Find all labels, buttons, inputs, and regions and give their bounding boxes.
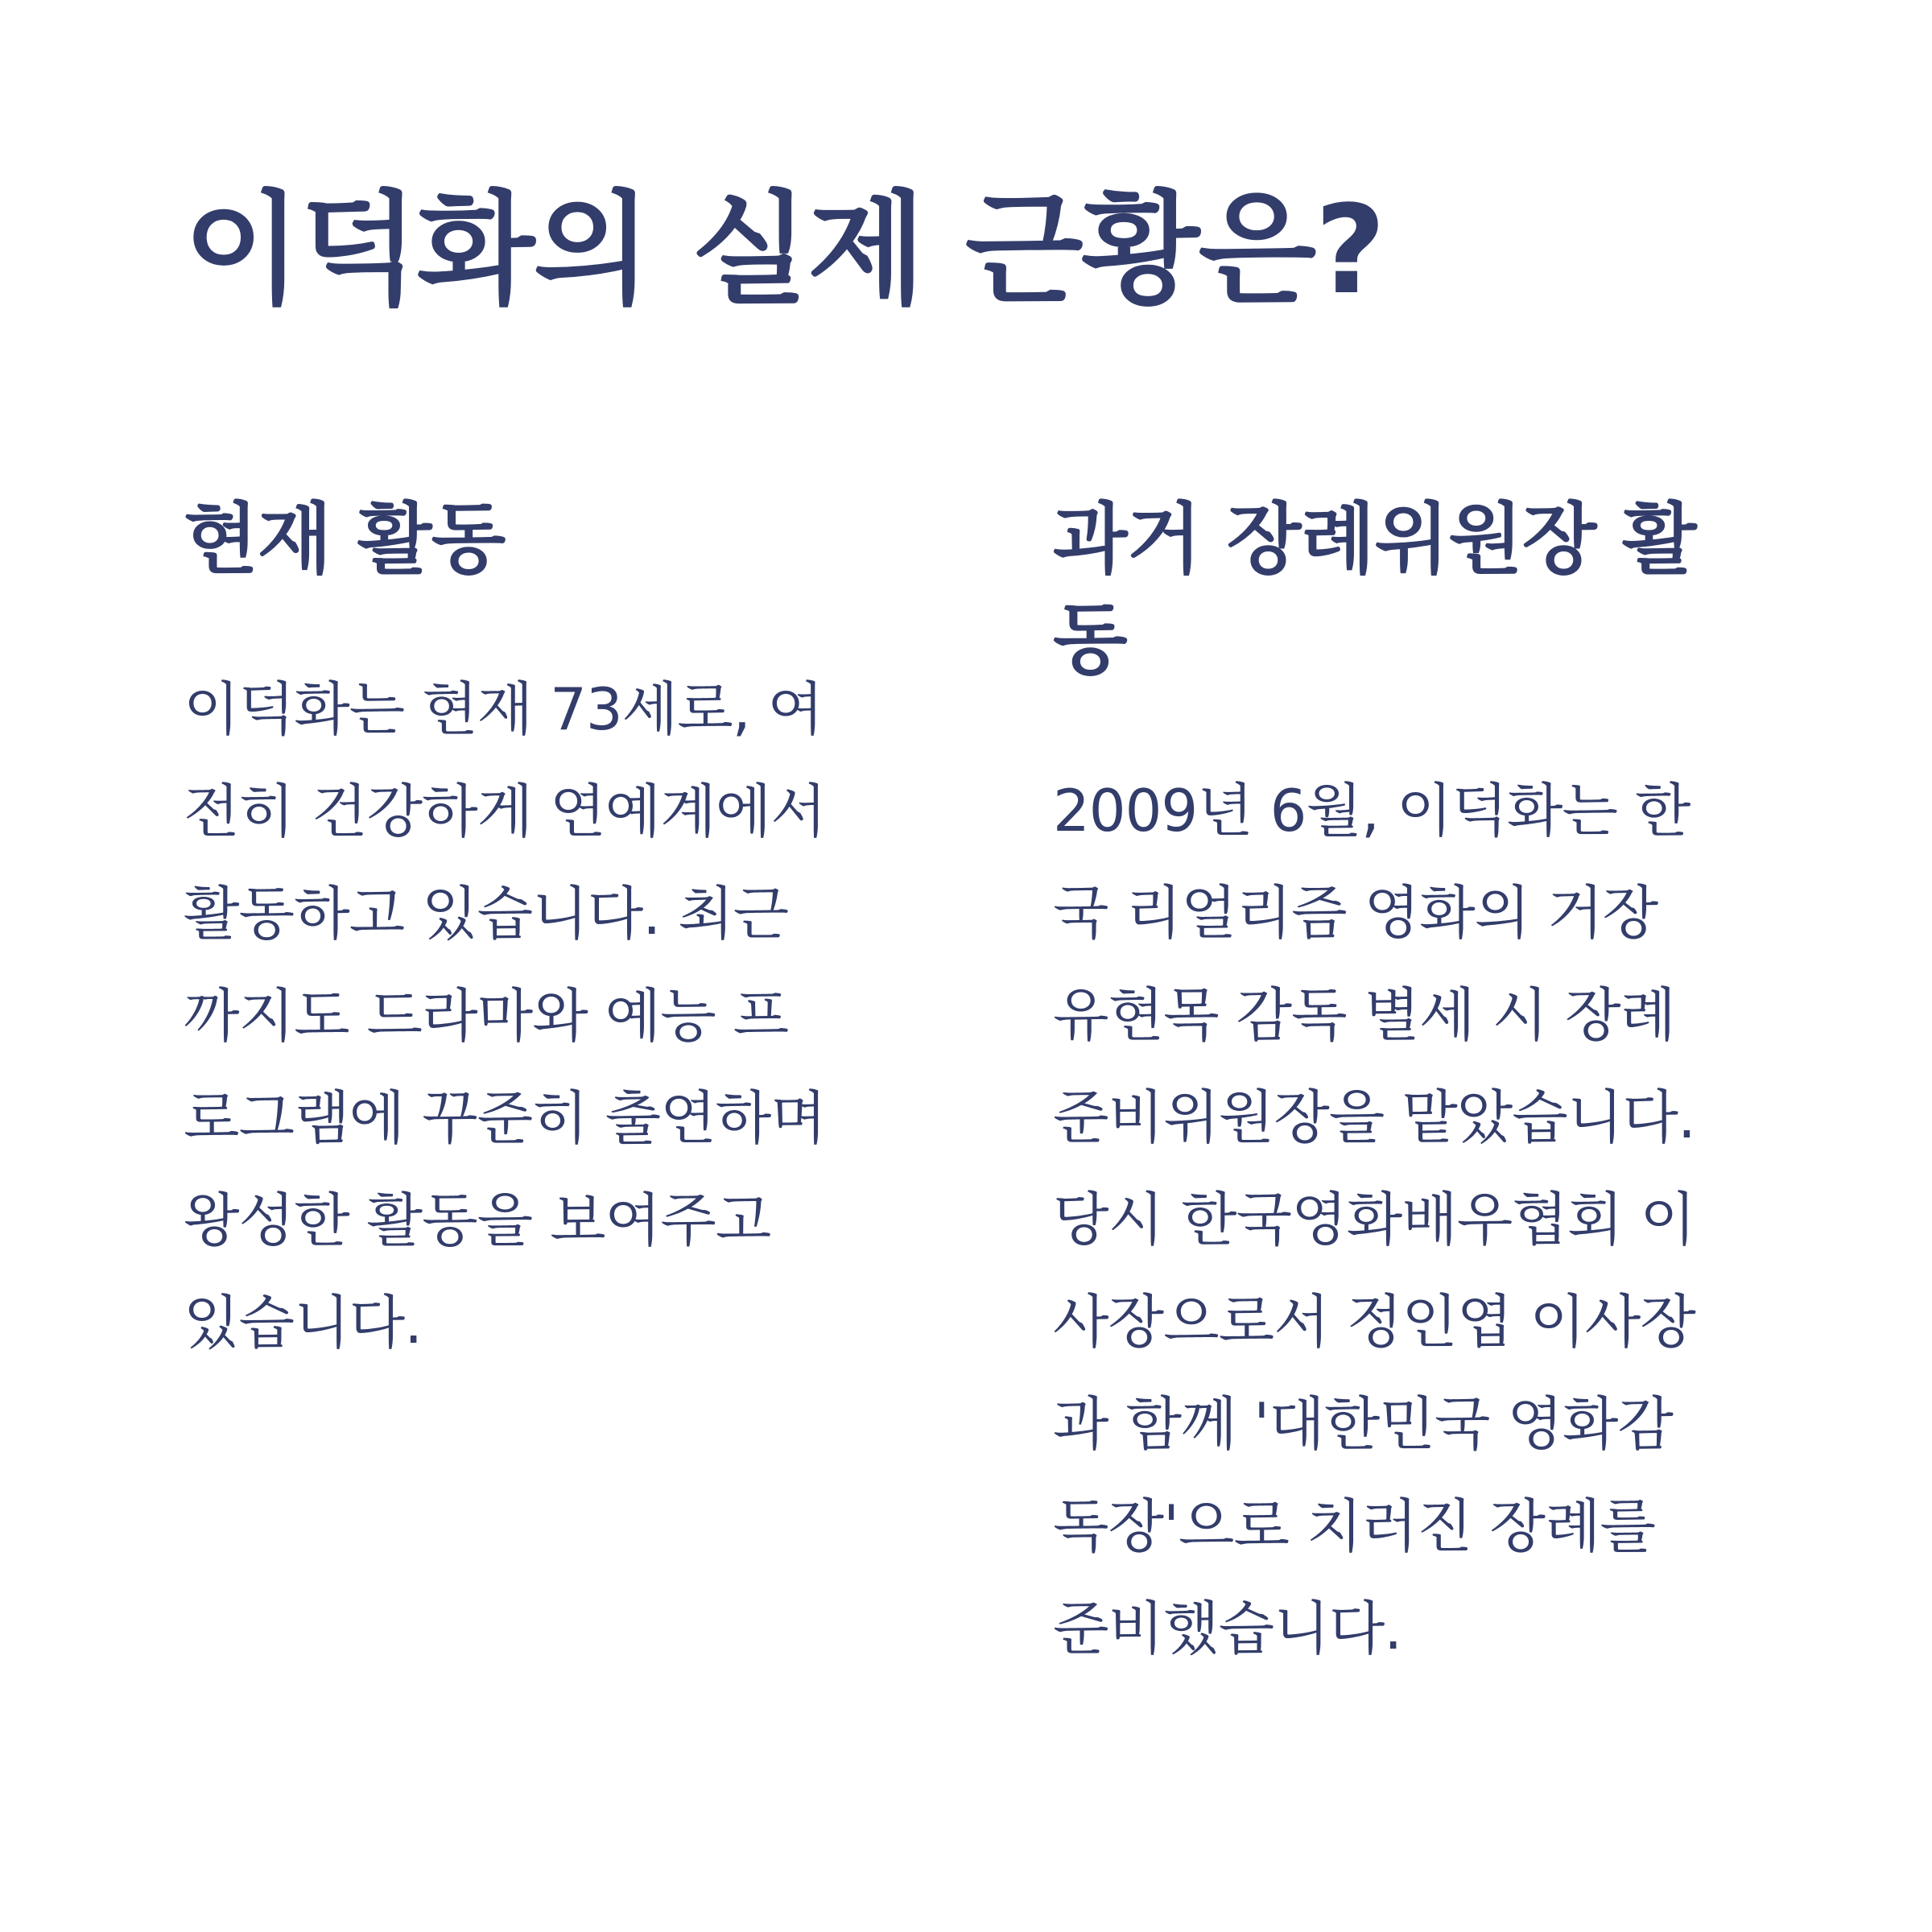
past-funeral-committee-heading: 과거 장례위원장 활 동 (1053, 494, 1696, 685)
past-funeral-committee-section (1053, 489, 1777, 1680)
page-title: 이덕화의 실제 근황은? (184, 179, 1385, 321)
past-funeral-committee-text: 2009년 6월, 이덕화는 한 국 리얼리즘 영화의 거장 유현목 감독 별세 시 장례 준비위원장을 맡았습니다. 당시 한국영화배우협회 이 사장으로서 정인엽 이사장 과 함께 '대한민국 영화감 독장'으로 치러진 장례를 준비했습니다. (1053, 777, 1695, 1662)
current-activity-text: 이덕화는 현재 73세로, 여 전히 건강하게 연예계에서 활동하고 있습니다. 최근 까지도 드라마와 예능 프 로그램에 꾸준히 출연하며 왕성한 활동을 보여주고 있습니다. (184, 675, 826, 1356)
current-activity-heading: 현재 활동 (184, 494, 506, 584)
current-activity-section (184, 489, 908, 1374)
